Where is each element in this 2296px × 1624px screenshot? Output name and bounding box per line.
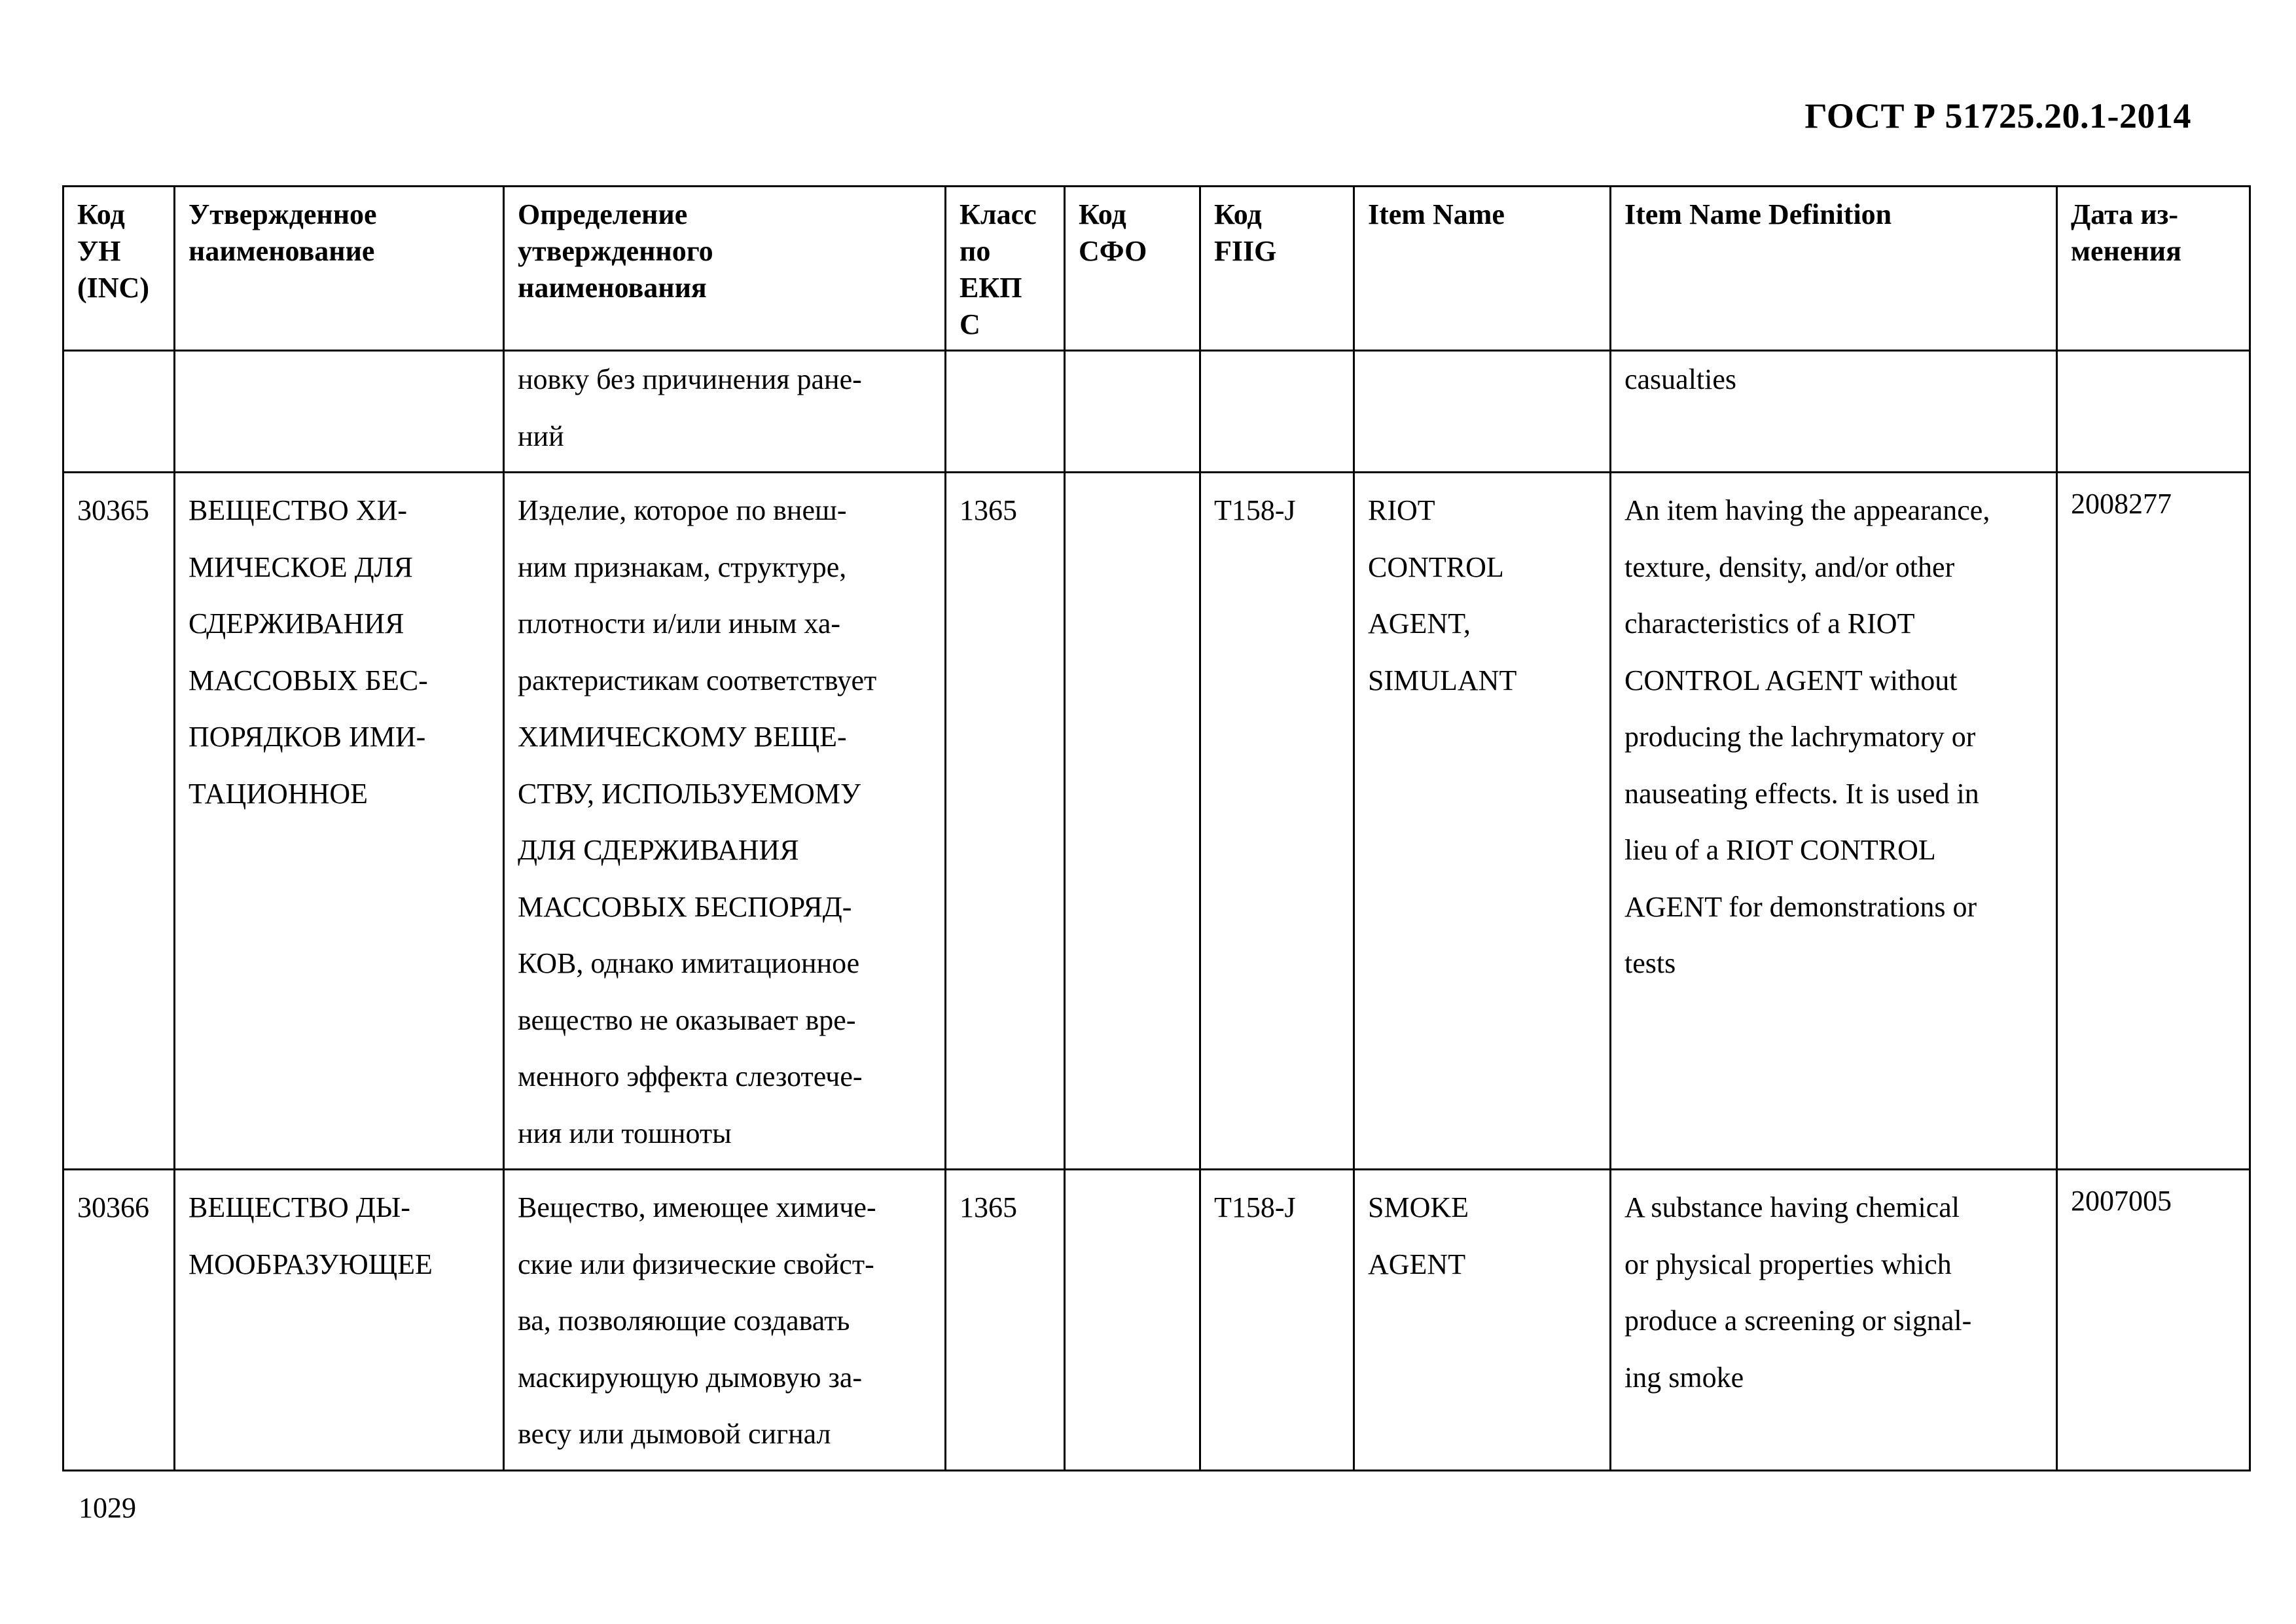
table-row — [63, 351, 2250, 473]
cell-sfo-code — [1065, 473, 1200, 1170]
column-header-inc: Код УН (INC) — [63, 187, 175, 351]
cell-fiig: T158-J — [1200, 1170, 1354, 1471]
cell-definition: Вещество, имеющее химиче- ские или физические свойст- ва, позволяющие создавать маскирующую дымовую за- весу или дымовой сигнал — [504, 1170, 946, 1471]
cell-sfo-code — [1065, 351, 1200, 473]
column-header-definition: Определение утвержденного наименования — [504, 187, 946, 351]
cell-item-name: SMOKE AGENT — [1354, 1170, 1611, 1471]
cell-item-name-definition: casualties — [1611, 351, 2057, 473]
table-row — [63, 1170, 2250, 1471]
cell-approved-name — [175, 351, 504, 473]
cell-sfo-code — [1065, 1170, 1200, 1471]
cell-definition: новку без причинения ране- ний — [504, 351, 946, 473]
cell-change-date: 2008277 — [2057, 473, 2250, 1170]
cell-inc — [63, 351, 175, 473]
cell-approved-name: ВЕЩЕСТВО ХИ- МИЧЕСКОЕ ДЛЯ СДЕРЖИВАНИЯ МАССОВЫХ БЕС- ПОРЯДКОВ ИМИ- ТАЦИОННОЕ — [175, 473, 504, 1170]
cell-inc: 30366 — [63, 1170, 175, 1471]
cell-fiig — [1200, 351, 1354, 473]
table-header-row — [63, 187, 2250, 351]
cell-definition: Изделие, которое по внеш- ним признакам, структуре, плотности и/или иным ха- рактеристикам соответствует ХИМИЧЕСКОМУ ВЕЩЕ- СТВУ, ИСПОЛЬЗУЕМОМУ ДЛЯ СДЕРЖИВАНИЯ МАССОВЫХ БЕСПОРЯД- КОВ, однако имитационное вещество не оказывает вре- менного эффекта слезотече- ния или тошноты — [504, 473, 946, 1170]
cell-change-date — [2057, 351, 2250, 473]
cell-item-name: RIOT CONTROL AGENT, SIMULANT — [1354, 473, 1611, 1170]
column-header-item-name: Item Name — [1354, 187, 1611, 351]
column-header-change-date: Дата из- менения — [2057, 187, 2250, 351]
column-header-approved-name: Утвержденное наименование — [175, 187, 504, 351]
cell-approved-name: ВЕЩЕСТВО ДЫ- МООБРАЗУЮЩЕЕ — [175, 1170, 504, 1471]
cell-inc: 30365 — [63, 473, 175, 1170]
document-code: ГОСТ Р 51725.20.1-2014 — [1804, 96, 2191, 135]
cell-item-name-definition: A substance having chemical or physical properties which produce a screening or signal- ing smoke — [1611, 1170, 2057, 1471]
page-number: 1029 — [79, 1492, 136, 1524]
cell-class: 1365 — [946, 1170, 1065, 1471]
cell-fiig: T158-J — [1200, 473, 1354, 1170]
column-header-fiig: Код FIIG — [1200, 187, 1354, 351]
column-header-class: Класс по ЕКП С — [946, 187, 1065, 351]
column-header-sfo-code: Код СФО — [1065, 187, 1200, 351]
item-name-table — [62, 185, 2251, 1471]
table-row — [63, 473, 2250, 1170]
cell-item-name-definition: An item having the appearance, texture, density, and/or other characteristics of a RIOT CONTROL AGENT without producing the lachrymatory or nauseating effects. It is used in lieu of a RIOT CONTROL AGENT for demonstrations or tests — [1611, 473, 2057, 1170]
cell-class: 1365 — [946, 473, 1065, 1170]
cell-class — [946, 351, 1065, 473]
cell-item-name — [1354, 351, 1611, 473]
cell-change-date: 2007005 — [2057, 1170, 2250, 1471]
column-header-item-name-definition: Item Name Definition — [1611, 187, 2057, 351]
